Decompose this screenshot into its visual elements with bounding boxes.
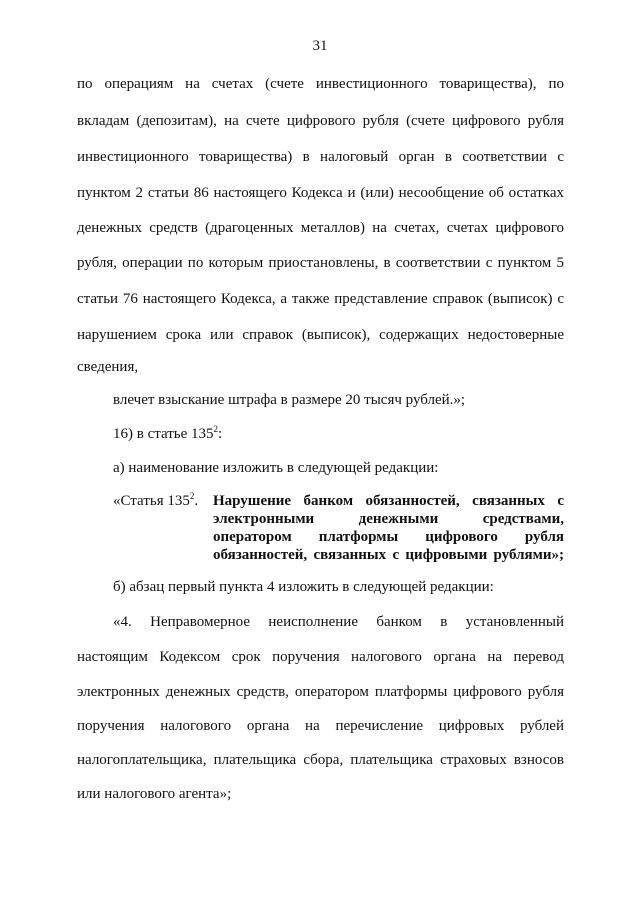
- paragraph-line: сведения,: [77, 359, 139, 375]
- item-a: а) наименование изложить в следующей редакции:: [113, 460, 439, 476]
- paragraph-line: статьи 76 настоящего Кодекса, а также представление справок (выписок) с: [77, 291, 564, 307]
- paragraph-line: вкладам (депозитам), на счете цифрового рубля (счете цифрового рубля: [77, 113, 564, 129]
- paragraph-line: нарушением срока или справок (выписок), содержащих недостоверные: [77, 327, 564, 343]
- item-16-sup: 2: [213, 424, 219, 434]
- article-label: [113, 492, 198, 510]
- paragraph-line: инвестиционного товарищества) в налоговый орган в соответствии с: [77, 149, 564, 165]
- item-16-text: 16) в статье 135: [113, 426, 214, 442]
- article-label-sup: 2: [189, 491, 195, 501]
- paragraph-line: электронных денежных средств, оператором платформы цифрового рубля: [77, 684, 564, 700]
- paragraph-line: по операциям на счетах (счете инвестиционного товарищества), по: [77, 76, 564, 92]
- article-title-line: обязанностей, связанных с цифровыми рублями»;: [213, 547, 564, 563]
- article-title-line: электронными денежными средствами,: [213, 511, 564, 527]
- item-16-colon: :: [218, 426, 223, 442]
- paragraph-line: поручения налогового органа на перечисление цифровых рублей: [77, 718, 564, 734]
- page-number: 31: [312, 38, 328, 54]
- article-label-dot: .: [194, 493, 199, 509]
- paragraph-line: настоящим Кодексом срок поручения налогового органа на перевод: [77, 649, 564, 665]
- paragraph-line: рубля, операции по которым приостановлены, в соответствии с пунктом 5: [77, 255, 564, 271]
- penalty-line: влечет взыскание штрафа в размере 20 тысяч рублей.»;: [113, 392, 466, 408]
- paragraph-line: пунктом 2 статьи 86 настоящего Кодекса и (или) несообщение об остатках: [77, 185, 564, 201]
- paragraph-line: денежных средств (драгоценных металлов) на счетах, счетах цифрового: [77, 220, 564, 236]
- paragraph-line: «4. Неправомерное неисполнение банком в установленный: [113, 614, 564, 630]
- paragraph-line: налогоплательщика, плательщика сбора, плательщика страховых взносов: [77, 752, 564, 768]
- paragraph-line: или налогового агента»;: [77, 786, 232, 802]
- item-b: б) абзац первый пункта 4 изложить в следующей редакции:: [113, 579, 494, 595]
- article-title-line: Нарушение банком обязанностей, связанных с: [213, 493, 564, 509]
- article-title-line: оператором платформы цифрового рубля: [213, 529, 564, 545]
- article-label-text: «Статья 135: [113, 493, 190, 509]
- item-16: [113, 425, 564, 443]
